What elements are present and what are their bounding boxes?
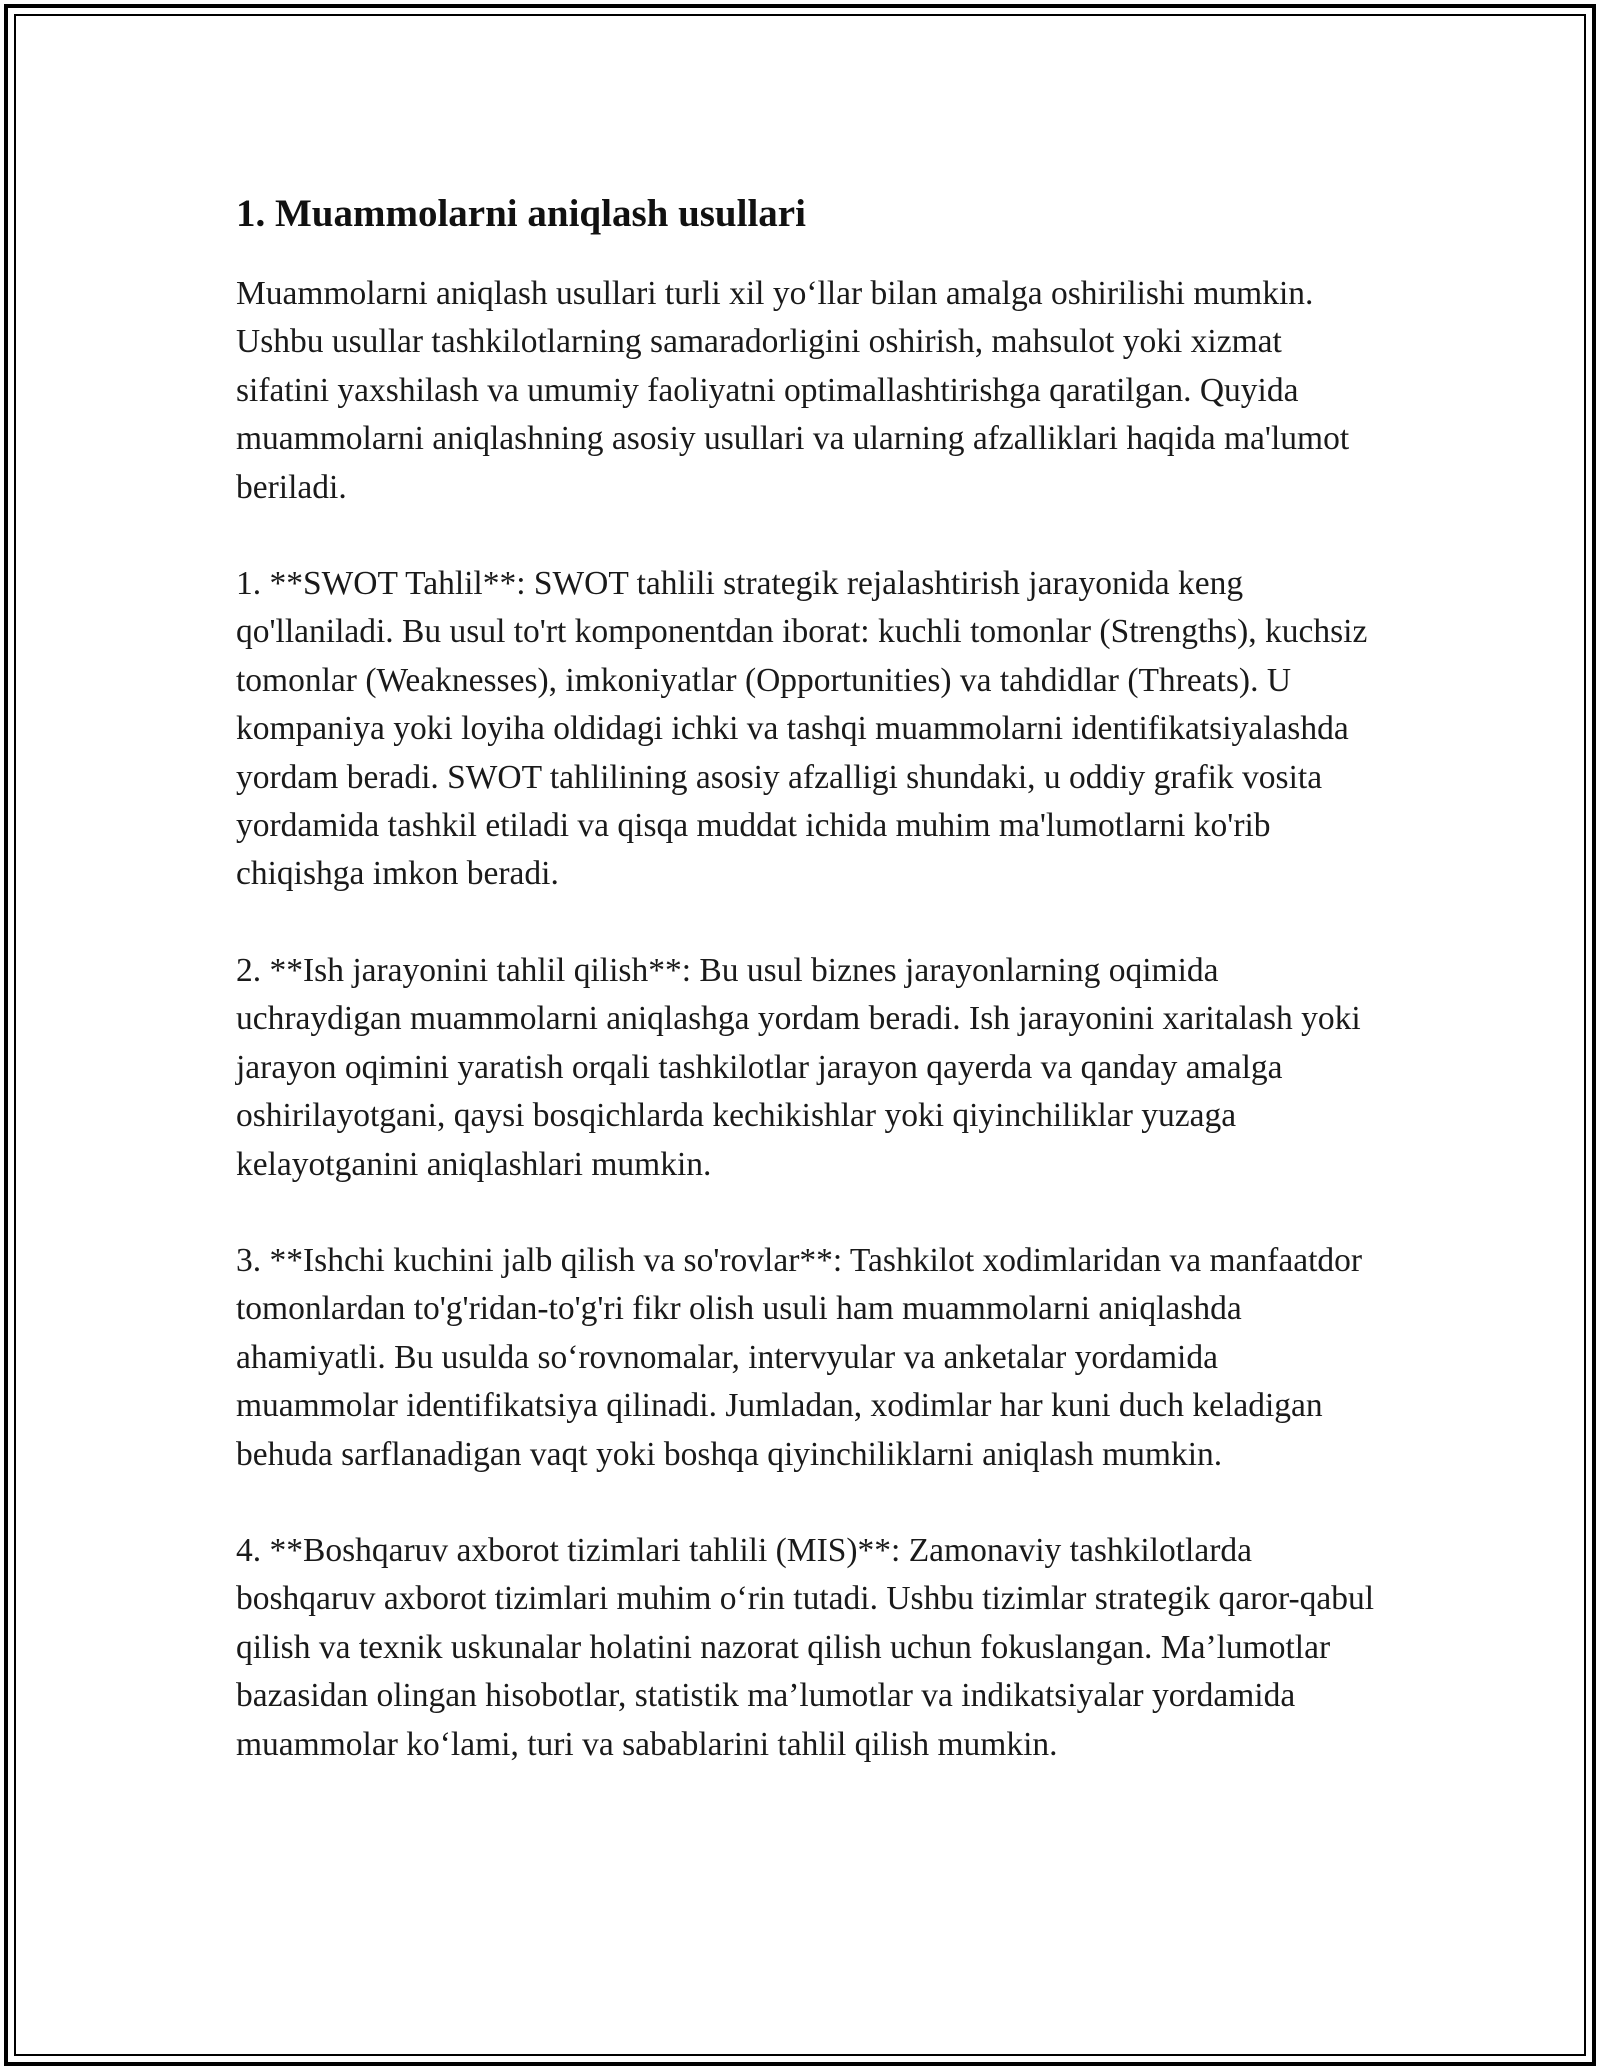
document-body bbox=[236, 188, 1376, 1817]
swot-paragraph: 1. **SWOT Tahlil**: SWOT tahlili strategik rejalashtirish jarayonida keng qo'llaniladi. Bu usul to'rt komponentdan iborat: kuchli tomonlar (Strengths), kuchsiz tomonlar (Weaknesses), imkoniyatlar (Opportunities) va tahdidlar (Threats). U kompaniya yoki loyiha oldidagi ichki va tashqi muammolarni identifikatsiyalashda yordam beradi. SWOT tahlilining asosiy afzalligi shundaki, u oddiy grafik vosita yordamida tashkil etiladi va qisqa muddat ichida muhim ma'lumotlarni ko'rib chiqishga imkon beradi. bbox=[236, 565, 1368, 893]
section-heading: 1. Muammolarni aniqlash usullari bbox=[236, 192, 806, 235]
process-analysis-paragraph: 2. **Ish jarayonini tahlil qilish**: Bu usul biznes jarayonlarning oqimida uchraydigan muammolarni aniqlashga yordam beradi. Ish jarayonini xaritalash yoki jarayon oqimini yaratish orqali tashkilotlar jarayon qayerda va qanday amalga oshirilayotgani, qaysi bosqichlarda kechikishlar yoki qiyinchiliklar yuzaga kelayotganini aniqlashlari mumkin. bbox=[236, 951, 1361, 1183]
mis-paragraph: 4. **Boshqaruv axborot tizimlari tahlili (MIS)**: Zamonaviy tashkilotlarda boshqaruv axborot tizimlari muhim o‘rin tutadi. Ushbu tizimlar strategik qaror-qabul qilish va texnik uskunalar holatini nazorat qilish uchun fokuslangan. Ma’lumotlar bazasidan olingan hisobotlar, statistik ma’lumotlar va indikatsiyalar yordamida muammolar ko‘lami, turi va sabablarini tahlil qilish mumkin. bbox=[236, 1531, 1375, 1763]
survey-paragraph: 3. **Ishchi kuchini jalb qilish va so'rovlar**: Tashkilot xodimlaridan va manfaatdor tomonlardan to'g'ridan-to'g'ri fikr olish usuli ham muammolarni aniqlashda ahamiyatli. Bu usulda so‘rovnomalar, intervyular va anketalar yordamida muammolar identifikatsiya qilinadi. Jumladan, xodimlar har kuni duch keladigan behuda sarflanadigan vaqt yoki boshqa qiyinchiliklarni aniqlash mumkin. bbox=[236, 1241, 1363, 1473]
intro-paragraph: Muammolarni aniqlash usullari turli xil yo‘llar bilan amalga oshirilishi mumkin. Ushbu usullar tashkilotlarning samaradorligini oshirish, mahsulot yoki xizmat sifatini yaxshilash va umumiy faoliyatni optimallashtirishga qaratilgan. Quyida muammolarni aniqlashning asosiy usullari va ularning afzalliklari haqida ma'lumot beriladi. bbox=[236, 275, 1350, 506]
